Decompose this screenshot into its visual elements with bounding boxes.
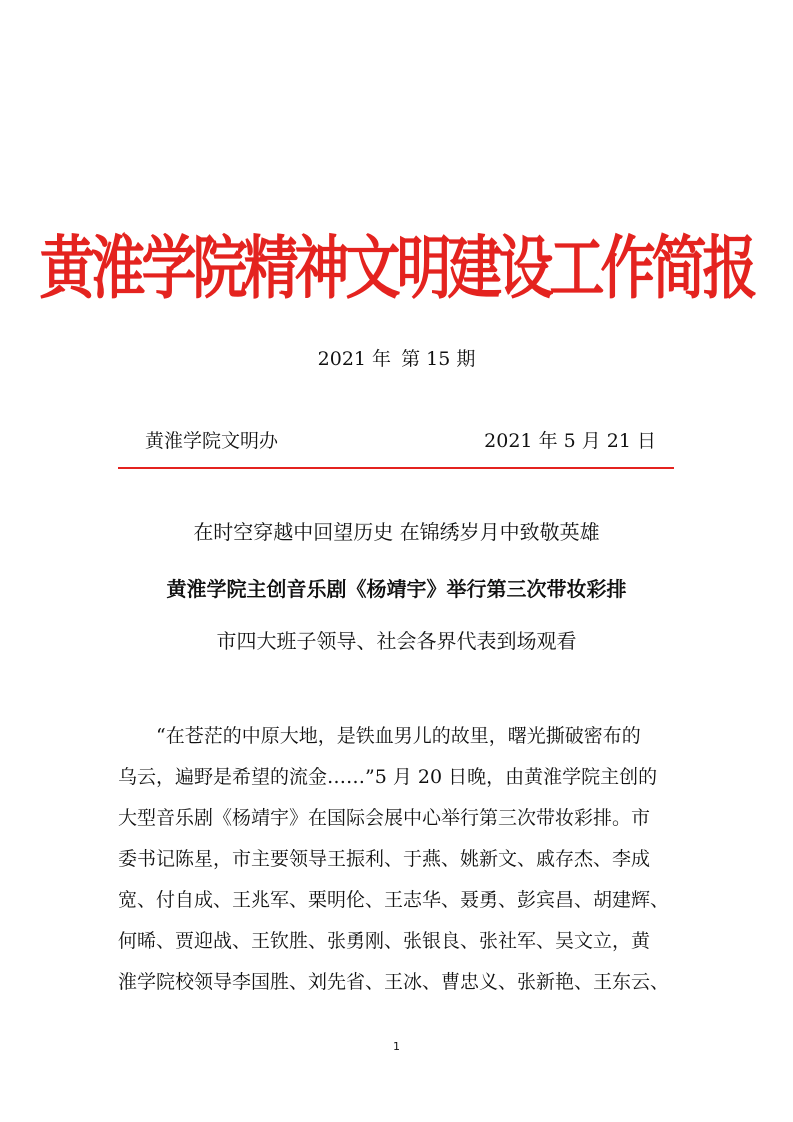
article-title: 黄淮学院主创音乐剧《杨靖宇》举行第三次带妆彩排 bbox=[166, 577, 627, 601]
issue-info bbox=[0, 346, 793, 372]
issue-year: 2021 年 bbox=[317, 348, 392, 370]
article-subtitle: 在时空穿越中回望历史 在锦绣岁月中致敬英雄 bbox=[193, 520, 600, 544]
issue-number: 第 15 期 bbox=[401, 348, 476, 370]
body-line: “在苍茫的中原大地，是铁血男儿的故里，曙光撕破密布的 bbox=[118, 725, 641, 747]
article-subheading: 市四大班子领导、社会各界代表到场观看 bbox=[216, 629, 577, 653]
bulletin-masthead: 黄淮学院精神文明建设工作简报 bbox=[39, 226, 754, 308]
body-line: 何晞、贾迎战、王钦胜、张勇刚、张银良、张社军、吴文立，黄 bbox=[118, 930, 651, 952]
issuing-office: 黄淮学院文明办 bbox=[145, 430, 279, 452]
article-body bbox=[118, 716, 698, 1003]
body-line: 宽、付自成、王兆军、栗明伦、王志华、聂勇、彭宾昌、胡建辉、 bbox=[118, 889, 670, 911]
body-line: 淮学院校领导李国胜、刘先省、王冰、曹忠义、张新艳、王东云、 bbox=[118, 971, 670, 993]
body-line: 乌云，遍野是希望的流金……”5 月 20 日晚，由黄淮学院主创的 bbox=[118, 766, 658, 788]
red-divider bbox=[118, 467, 674, 469]
issue-date: 2021 年 5 月 21 日 bbox=[484, 430, 656, 452]
body-line: 委书记陈星，市主要领导王振利、于燕、姚新文、戚存杰、李成 bbox=[118, 848, 651, 870]
page-number: 1 bbox=[393, 1040, 400, 1053]
body-line: 大型音乐剧《杨靖宇》在国际会展中心举行第三次带妆彩排。市 bbox=[118, 807, 651, 829]
